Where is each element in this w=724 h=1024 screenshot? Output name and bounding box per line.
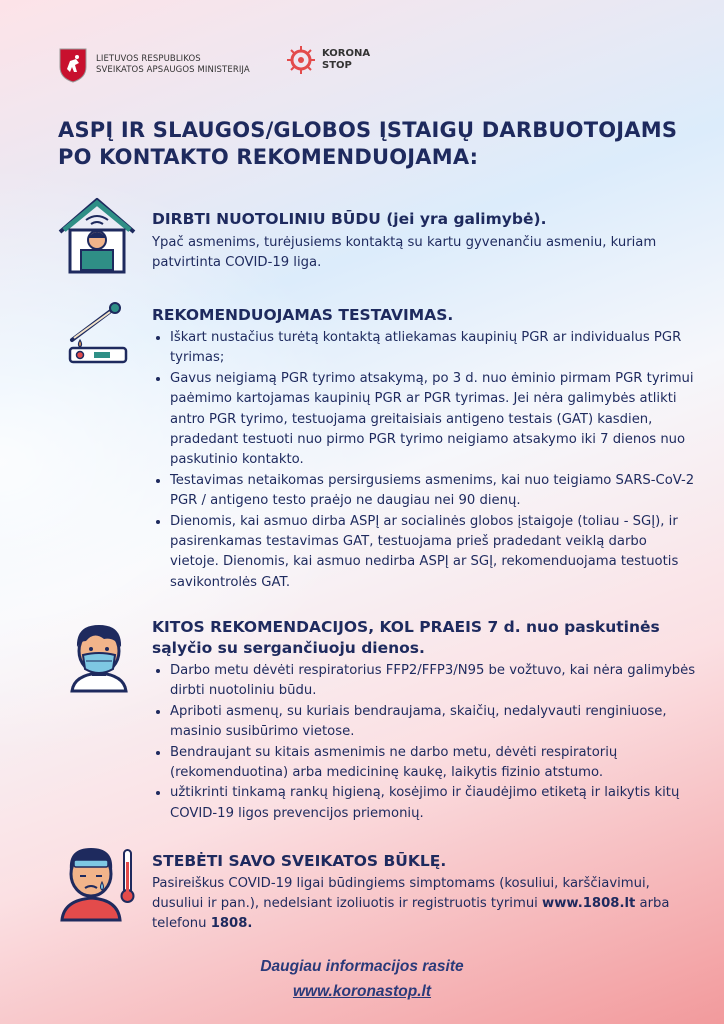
other-item-1: • Darbo metu dėvėti respiratorius FFP2/FFP3/N95 be vožtuvo, kai nėra galimybės dirbti nuotoliniu būdu. <box>170 661 697 702</box>
health-text-before: Pasireiškus COVID-19 ligai būdingiems simptomams (kosuliui, karščiavimui, dusuliui ir pan.), nedelsiant izoliuotis ir registruotis tyrimui <box>152 876 650 911</box>
other-item-4: • užtikrinti tinkamą rankų higieną, kosėjimo ir čiaudėjimo etiketą ir laikytis kitų COVID-19 ligos prevencijos priemonių. <box>170 783 697 824</box>
other-item-3: • Bendraujant su kitais asmenimis ne darbo metu, dėvėti respiratorių (rekomenduotina) arba medicininę kaukę, laikytis fizinio atstumo. <box>170 743 697 784</box>
testing-item-2: • Gavus neigiamą PGR tyrimo atsakymą, po 3 d. nuo ėminio pirmam PGR tyrimui paėmimo kartojamas kaupinių PGR ar PGR tyrimas. Jei nėra galimybės atlikti antro PGR tyrimo, testuojama greitaisiais antigeno testais (GAT) kasdien, pradedant testuoti nuo pirmo PGR tyrimo neigiamo atsakymo iki 7 dienos nuo paskutinio kontakto. <box>170 369 697 471</box>
section-remote-title: DIRBTI NUOTOLINIU BŪDU (jei yra galimybė). <box>152 210 547 228</box>
footer-link[interactable]: www.koronastop.lt <box>292 983 432 1000</box>
page-title <box>58 117 678 171</box>
section-health-title: STEBĖTI SAVO SVEIKATOS BŪKLĘ. <box>152 852 447 870</box>
section-health <box>152 851 697 934</box>
health-website: www.1808.lt <box>542 896 636 911</box>
test-kit-icon <box>60 300 134 370</box>
health-phone: 1808. <box>210 916 253 931</box>
other-item-2: • Apriboti asmenų, su kuriais bendraujama, skaičių, nedalyvauti renginiuose, masinio susibūrimo vietose. <box>170 702 697 743</box>
health-text-middle: arba telefonu <box>152 896 670 931</box>
section-testing <box>152 305 697 593</box>
section-testing-title: REKOMENDUOJAMAS TESTAVIMAS. <box>152 306 454 324</box>
korona-stop-icon <box>286 45 316 75</box>
section-remote-text: Ypač asmenims, turėjusiems kontaktą su kartu gyvenančiu asmeniu, kuriam patvirtinta COVID-19 liga. <box>152 235 657 270</box>
ministry-logo <box>58 45 250 85</box>
footer-info: Daugiau informacijos rasite <box>260 958 464 975</box>
testing-item-3: • Testavimas netaikomas persirgusiems asmenims, kai nuo teigiamo SARS-CoV-2 PGR / antigeno testo praėjo ne daugiau nei 90 dienų. <box>170 471 697 512</box>
section-other-title: KITOS REKOMENDACIJOS, KOL PRAEIS 7 d. nuo paskutinės sąlyčio su sergančiuoju dienos. <box>152 618 660 657</box>
korona-line-1: KORONA <box>322 48 371 59</box>
title-line-2: PO KONTAKTO REKOMENDUOJAMA: <box>58 145 479 169</box>
other-list <box>152 661 697 824</box>
title-line-1: ASPĮ IR SLAUGOS/GLOBOS ĮSTAIGŲ DARBUOTOJAMS <box>58 118 678 142</box>
masked-person-icon <box>64 617 134 695</box>
section-other-recommendations <box>152 617 697 824</box>
ministry-line-1: LIETUVOS RESPUBLIKOS <box>96 54 201 64</box>
section-remote-work <box>152 209 697 273</box>
testing-item-4: • Dienomis, kai asmuo dirba ASPĮ ar socialinės globos įstaigoje (toliau - SGĮ), ir pasirenkamas testavimas GAT, testuojama prieš pradedant veiklą darbo vietoje. Dienomis, kai asmuo nedirba ASPĮ ar SGĮ, rekomenduojama testuotis savikontrolės GAT. <box>170 512 697 594</box>
testing-item-1: • Iškart nustačius turėtą kontaktą atliekamas kaupinių PGR ar individualus PGR tyrimas; <box>170 328 697 369</box>
korona-stop-logo <box>286 45 370 75</box>
home-office-icon <box>56 194 138 276</box>
korona-line-2: STOP <box>322 60 352 71</box>
testing-list <box>152 328 697 593</box>
section-health-text <box>152 874 697 934</box>
shield-icon <box>58 47 88 83</box>
sick-person-icon <box>58 842 138 922</box>
ministry-line-2: SVEIKATOS APSAUGOS MINISTERIJA <box>96 65 250 75</box>
